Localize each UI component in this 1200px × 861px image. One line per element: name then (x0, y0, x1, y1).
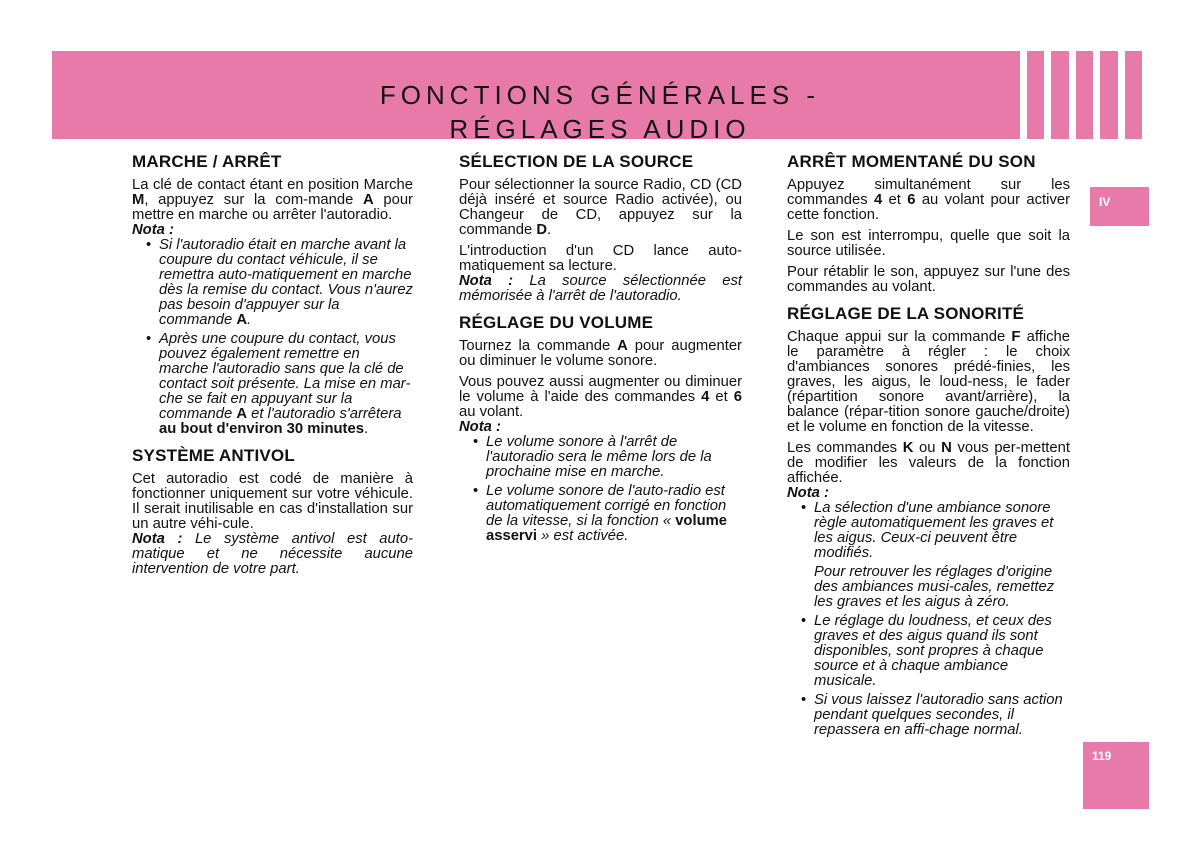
nota-paragraph: Nota : La source sélectionnée est mémorisée à l'arrêt de l'autoradio. (459, 273, 742, 304)
list-item: • Le réglage du loudness, et ceux des graves et des aigus quand ils sont disponibles, sont propres à chaque source et à chaque ambiance musicale. (787, 614, 1070, 689)
list-item: • Si vous laissez l'autoradio sans action pendant quelques secondes, il repassera en affi-chage normal. (787, 693, 1070, 738)
paragraph: La clé de contact étant en position Marche M, appuyez sur la com-mande A pour mettre en marche ou arrêter l'autoradio. (132, 177, 413, 223)
page-number-tab (1083, 742, 1149, 809)
list-item: • Si l'autoradio était en marche avant la coupure du contact véhicule, il se remettra auto-matiquement en marche dès la remise du contact. Vous n'aurez pas besoin d'appuyer sur la commande A. (132, 238, 413, 328)
title-line-2: RÉGLAGES AUDIO (449, 114, 751, 144)
page-title (250, 78, 950, 146)
list-item-continuation: Pour retrouver les réglages d'origine des ambiances musi-cales, remettez les graves et les aigus à zéro. (814, 564, 1055, 610)
header-stripes (1020, 51, 1149, 139)
heading-arret-momentane: ARRÊT MOMENTANÉ DU SON (787, 152, 1036, 171)
column-2 (459, 152, 742, 550)
chapter-tab (1090, 187, 1149, 226)
paragraph: L'introduction d'un CD lance auto-matiquement sa lecture. (459, 243, 742, 274)
nota-label: Nota : (787, 485, 829, 501)
paragraph: Appuyez simultanément sur les commandes 4 et 6 au volant pour activer cette fonction. (787, 177, 1070, 223)
chapter-label: IV (1099, 195, 1111, 209)
paragraph: Vous pouvez aussi augmenter ou diminuer le volume à l'aide des commandes 4 et 6 au volant. (459, 374, 742, 420)
column-3 (787, 152, 1070, 744)
heading-marche-arret: MARCHE / ARRÊT (132, 152, 282, 171)
nota-paragraph: Nota : Le système antivol est auto-matique et ne nécessite aucune intervention de votre part. (132, 531, 414, 577)
column-1 (132, 152, 413, 583)
page-number: 119 (1092, 749, 1112, 763)
bullet-list (787, 501, 1070, 738)
list-item: • Après une coupure du contact, vous pouvez également remettre en marche l'autoradio sans que la clé de contact soit présente. La mise en mar-che se fait en appuyant sur la commande A et l'autoradio s'arrêtera au bout d'environ 30 minutes. (132, 332, 413, 437)
list-item: • Le volume sonore à l'arrêt de l'autoradio sera le même lors de la prochaine mise en marche. (459, 435, 742, 480)
nota-label: Nota : (459, 419, 501, 435)
paragraph: Le son est interrompu, quelle que soit la source utilisée. (787, 228, 1070, 259)
heading-selection-source: SÉLECTION DE LA SOURCE (459, 152, 694, 171)
list-item: • La sélection d'une ambiance sonore règle automatiquement les graves et les aigus. Ceux-ci peuvent être modifiés. Pour retrouver les réglages d'origine des ambiances musi-cales, remettez les graves et les aigus à zéro. (787, 501, 1070, 610)
paragraph: Chaque appui sur la commande F affiche le paramètre à régler : le choix d'ambiances sonores prédé-finies, les graves, les aigus, le loud-ness, le fader (répartition sonore avant/arrière), la balance (répar-tition sonore gauche/droite) et le volume en fonction de la vitesse. (787, 329, 1070, 435)
heading-reglage-sonorite: RÉGLAGE DE LA SONORITÉ (787, 304, 1025, 323)
paragraph: Pour rétablir le son, appuyez sur l'une des commandes au volant. (787, 264, 1070, 295)
paragraph: Les commandes K ou N vous per-mettent de modifier les valeurs de la fonction affichée. (787, 440, 1070, 486)
paragraph: Pour sélectionner la source Radio, CD (CD déjà inséré et source Radio activée), ou Changeur de CD, appuyez sur la commande D. (459, 177, 742, 238)
nota-label: Nota : (132, 222, 174, 238)
heading-systeme-antivol: SYSTÈME ANTIVOL (132, 446, 295, 465)
list-item: • Le volume sonore de l'auto-radio est automatiquement corrigé en fonction de la vitesse, si la fonction « volume asservi » est activée. (459, 484, 742, 544)
bullet-list (132, 238, 413, 437)
paragraph: Cet autoradio est codé de manière à fonctionner uniquement sur votre véhicule. Il serait inutilisable en cas d'installation sur un autre véhi-cule. (132, 471, 413, 532)
bullet-list (459, 435, 742, 544)
paragraph: Tournez la commande A pour augmenter ou diminuer le volume sonore. (459, 338, 742, 369)
heading-reglage-volume: RÉGLAGE DU VOLUME (459, 313, 654, 332)
title-line-1: FONCTIONS GÉNÉRALES - (379, 80, 821, 110)
